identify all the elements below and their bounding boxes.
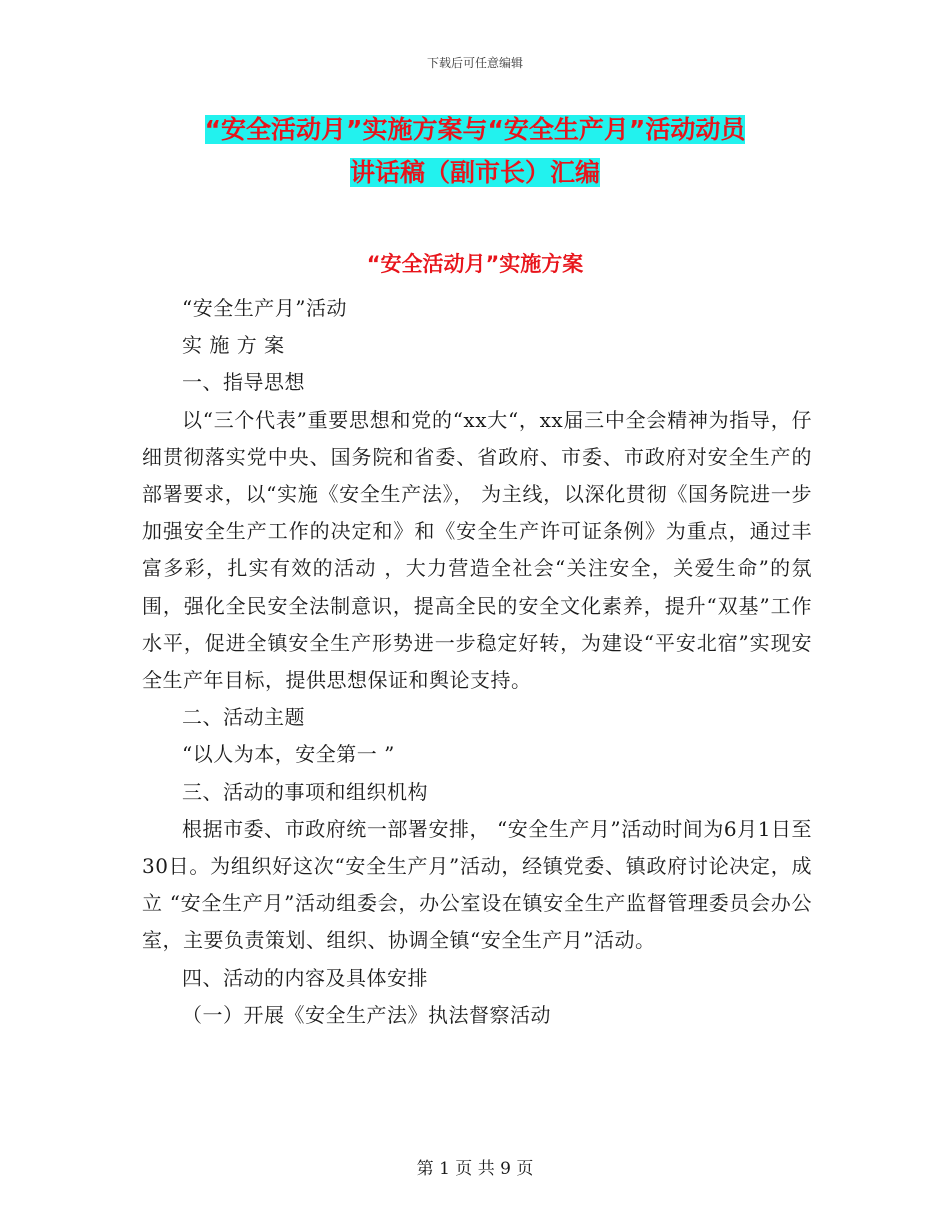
body-paragraph: “以人为本，安全第一 ” [182, 742, 395, 767]
section-heading: 三、活动的事项和组织机构 [182, 779, 428, 804]
body-paragraph: “安全生产月”活动 [182, 296, 347, 320]
page-footer: 第 1 页 共 9 页 [416, 1159, 534, 1179]
body-paragraph: 根据市委、市政府统一部署安排， “安全生产月”活动时间为6月1日至30日。为组织好这次“安全生产月”活动，经镇党委、镇政府讨论决定，成立 “安全生产月”活动组委会，办公室设在镇安全生产监督管理委员会办公室，主要负责策划、组织、协调全镇“安全生产月”活动。 [142, 816, 812, 953]
section-heading: 二、活动主题 [182, 705, 305, 730]
title-highlight-1: “安全活动月”实施方案与“安全生产月”活动动员 [204, 115, 746, 144]
document-body [142, 290, 812, 1034]
page-header-note: 下载后可任意编辑 [426, 56, 523, 70]
body-paragraph: 以“三个代表”重要思想和党的“xx大“，xx届三中全会精神为指导，仔细贯彻落实党中央、国务院和省委、省政府、市委、市政府对安全生产的部署要求，以“实施《安全生产法》， 为主线，以深化贯彻《国务院进一步加强安全生产工作的决定和》和《安全生产许可证条例》为重点，通过丰富多彩，扎实有效的活动 ，大力营造全社会“关注安全，关爱生命”的氛围，强化全民安全法制意识，提高全民的安全文化素养，提升“双基”工作水平，促进全镇安全生产形势进一步稳定好转，为建设“平安北宿”实现安全生产年目标，提供思想保证和舆论支持。 [142, 407, 812, 693]
body-paragraph: 实 施 方 案 [182, 333, 285, 358]
title-highlight-2: 讲话稿（副市长）汇编 [349, 158, 600, 187]
section-title: “安全活动月”实施方案 [366, 252, 584, 276]
document-title [140, 108, 810, 194]
document-title-line-2 [140, 151, 810, 194]
section-heading: 四、活动的内容及具体安排 [182, 965, 428, 990]
document-title-line-1 [140, 108, 810, 151]
section-heading: 一、指导思想 [182, 370, 305, 395]
subsection-heading: （一）开展《安全生产法》执法督察活动 [182, 1002, 551, 1027]
